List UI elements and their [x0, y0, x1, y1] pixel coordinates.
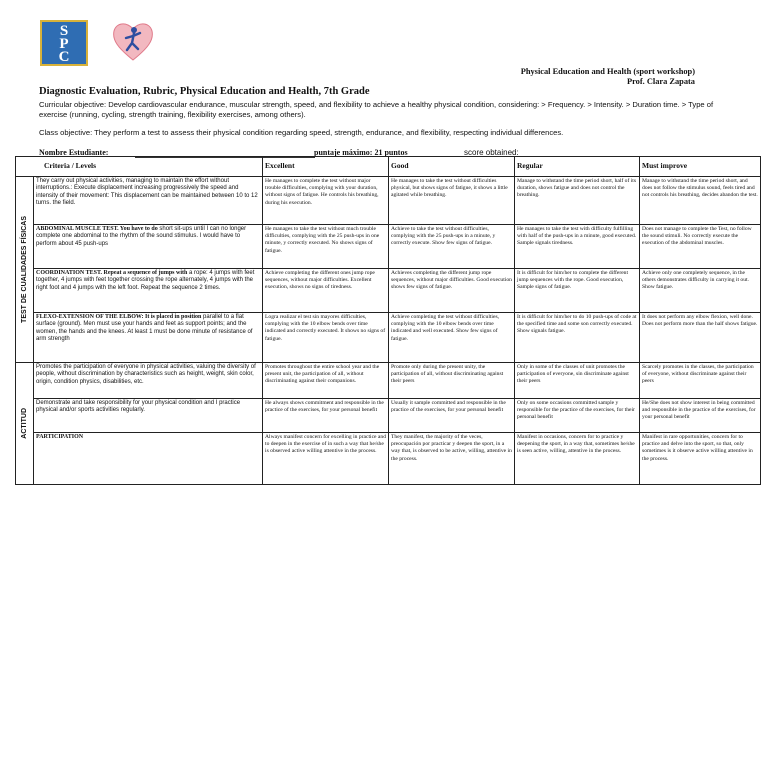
table-header-row — [16, 157, 761, 177]
criteria-cell — [34, 313, 263, 363]
student-name-label: Nombre Estudiante: — [39, 148, 109, 157]
good-cell: Achieve completing the test without difficulties, complying with the 10 elbow bends over time indicated and well executed. Show few signs of fatigue. — [389, 313, 515, 363]
improve-cell: He/She does not show interest in being committed and responsible in the practice of the exercises, for your personal benefit — [640, 399, 761, 433]
excellent-cell: Achieve completing the different ones jump rope sequences, without major difficulties. Excellent execution, shows no signs of tiredness. — [263, 269, 389, 313]
max-score-label: puntaje máximo: 21 puntos — [314, 148, 408, 157]
regular-cell: It is difficult for him/her to do 10 push-ups of code at the specified time and some son correctly executed. Show signals fatigue. — [515, 313, 640, 363]
class-objective: Class objective: They perform a test to assess their physical condition regarding speed, strength, endurance, and flexibility, respecting individual differences. — [39, 128, 564, 137]
excellent-cell: He manages to take the test without much trouble difficulties, complying with the 25 push-ups in one minute, y correctly executed. No shows signs of fatigue. — [263, 225, 389, 269]
excellent-cell: He manages to complete the test without major trouble difficulties, complying with your duration, without signs of fatigue. He controls his breathing, during his execution. — [263, 177, 389, 225]
good-cell: Usually it sample committed and responsible in the practice of the exercises, for your personal benefit — [389, 399, 515, 433]
header-criteria: Criteria / Levels — [16, 157, 263, 177]
curricular-objective: Curricular objective: Develop cardiovascular endurance, muscular strength, speed, and flexibility to achieve a healthy physical condition, considering: > Frequency. > Intensity. > Duration time. > Type of exercise (running, cycling, strength training, flexibility exercises, among others). — [39, 100, 714, 120]
criteria-cell — [34, 269, 263, 313]
criteria-title: PARTICIPATION — [36, 434, 84, 440]
regular-cell: He manages to take the test with difficulty fulfilling with half of the push-ups in a minute, good executed. Sample signals tiredness. — [515, 225, 640, 269]
criteria-cell: Demonstrate and take responsibility for your physical condition and I practice physical and/or sports activities regularly. — [34, 399, 263, 433]
excellent-cell: Logra realizar el test sin mayores difficulties, complying with the 10 elbow bends over time indicated and correctly executed. It shows no signs of fatigue. — [263, 313, 389, 363]
criteria-cell: Promotes the participation of everyone in physical activities, valuing the diversity of people, without discrimination by characteristics such as height, weight, skin color, origin, condition physics, disabilities, etc. — [34, 363, 263, 399]
improve-cell: Does not manage to complete the Test, no follow the sound stimuli. No correctly execute the execution of the abdominal muscles. — [640, 225, 761, 269]
header-must-improve: Must improve — [640, 157, 761, 177]
improve-cell: Manage to withstand the time period short, and does not follow the stimulus sound, feels tired and not controls his breathing, decides abandon the test. — [640, 177, 761, 225]
good-cell: Achieves completing the different jump rope sequences, without major difficulties. Good execution shows few signs of fatigue. — [389, 269, 515, 313]
excellent-cell: Promotes throughout the entire school year and the present unit, the participation of all, without discriminating against their companions. — [263, 363, 389, 399]
criteria-text: short sit-ups until I can no longer complete one abdominal to the rhythm of the sound stimulus. I would have to perform about 45 push-ups — [36, 226, 247, 247]
excellent-cell: He always shows commitment and responsible in the practice of the exercises, for your personal benefit — [263, 399, 389, 433]
heart-runner-icon — [110, 18, 156, 64]
criteria-cell — [34, 433, 263, 485]
table-row — [16, 313, 761, 363]
good-cell: He manages to take the test without difficulties physical, but shows signs of fatigue, it shows a little agitated while breathing. — [389, 177, 515, 225]
header-excellent: Excellent — [263, 157, 389, 177]
criteria-title: COORDINATION TEST. Repeat a sequence of jumps with — [36, 270, 188, 276]
good-cell: Promote only during the present unity, the participation of all, without discriminating against their peers — [389, 363, 515, 399]
improve-cell: Achieve only one completely sequence, in the others demonstrates difficulty in carrying it out. Show fatigue. — [640, 269, 761, 313]
teacher-name: Prof. Clara Zapata — [626, 77, 695, 86]
criteria-title: ABDOMINAL MUSCLE TEST. You have to do — [36, 226, 158, 232]
header-regular: Regular — [515, 157, 640, 177]
header-good: Good — [389, 157, 515, 177]
table-row — [16, 269, 761, 313]
course-name: Physical Education and Health (sport workshop) — [520, 67, 695, 76]
regular-cell: Manifest in occasions, concern for to practice y deepening the sport, in a way that, sometimes he/she is seen active, willing, attentive in the process. — [515, 433, 640, 485]
table-row — [16, 177, 761, 225]
improve-cell: Scarcely promotes in the classes, the participation of everyone, without discriminate against their peers — [640, 363, 761, 399]
good-cell: Achieve to take the test without difficulties, complying with the 25 push-ups in a minute, y correctly execute. Show few signs of fatigue. — [389, 225, 515, 269]
good-cell: They manifest, the majority of the veces, preocupación por practicar y deepen the sport, in a way that, is observed to be active, willing, attentive in the process. — [389, 433, 515, 485]
school-logo — [40, 20, 88, 66]
table-row — [16, 363, 761, 399]
regular-cell: Only in some of the classes of unit promotes the participation of everyone, sin discriminate against their peers — [515, 363, 640, 399]
criteria-text: a rope: 4 jumps with feet together, 4 jumps with feet together crossing the rope alternately, 4 jumps with the right foot and 4 jumps with the left foot. Repeat the sequence 2 times. — [36, 270, 255, 291]
criteria-text: parallel to a flat surface (ground). Men must use your hands and feet as support points; and the women, the hands and the knees. At least 1 must be done minute of resistance of arm strength — [36, 314, 253, 342]
improve-cell: It does not perform any elbow flexion, well done. Does not perform more than the half shows fatigue. — [640, 313, 761, 363]
excellent-cell: Always manifest concern for excelling in practice and to deepen in the exercise of in such a way that he/she is observed active willing attentive in the process. — [263, 433, 389, 485]
improve-cell: Manifest in rare opportunities, concern for to practice and delve into the sport, so that, only sometimes is it observe active willing attentive in the process. — [640, 433, 761, 485]
regular-cell: It is difficult for him/her to complete the different jump sequences with the rope. Good execution, Sample signs of fatigue. — [515, 269, 640, 313]
criteria-title: FLEXO-EXTENSION OF THE ELBOW: It is placed in position — [36, 314, 202, 320]
header-right — [521, 67, 695, 87]
table-row — [16, 433, 761, 485]
criteria-cell — [34, 225, 263, 269]
regular-cell: Manage to withstand the time period short, half of its duration, shows fatigue and does not control the breathing. — [515, 177, 640, 225]
table-row — [16, 225, 761, 269]
regular-cell: Only on some occasions committed sample y responsible for the practice of the exercises, for their personal benefit — [515, 399, 640, 433]
rubric-table — [15, 156, 761, 485]
table-row — [16, 399, 761, 433]
logo-letters: S P C — [58, 23, 70, 65]
criteria-cell: They carry out physical activities, managing to maintain the effort without interruptions.: Execute displacement increasing progressively the speed and intensity of their movement: This displacement can be maintained between 10 to 12 turns. the field. — [34, 177, 263, 225]
section-attitude: ACTITUD — [16, 363, 34, 485]
section-fitness: TEST DE CUALIDADES FÍSICAS — [16, 177, 34, 363]
page-title: Diagnostic Evaluation, Rubric, Physical Education and Health, 7th Grade — [39, 86, 370, 97]
obtained-score-label: score obtained: — [464, 148, 519, 157]
